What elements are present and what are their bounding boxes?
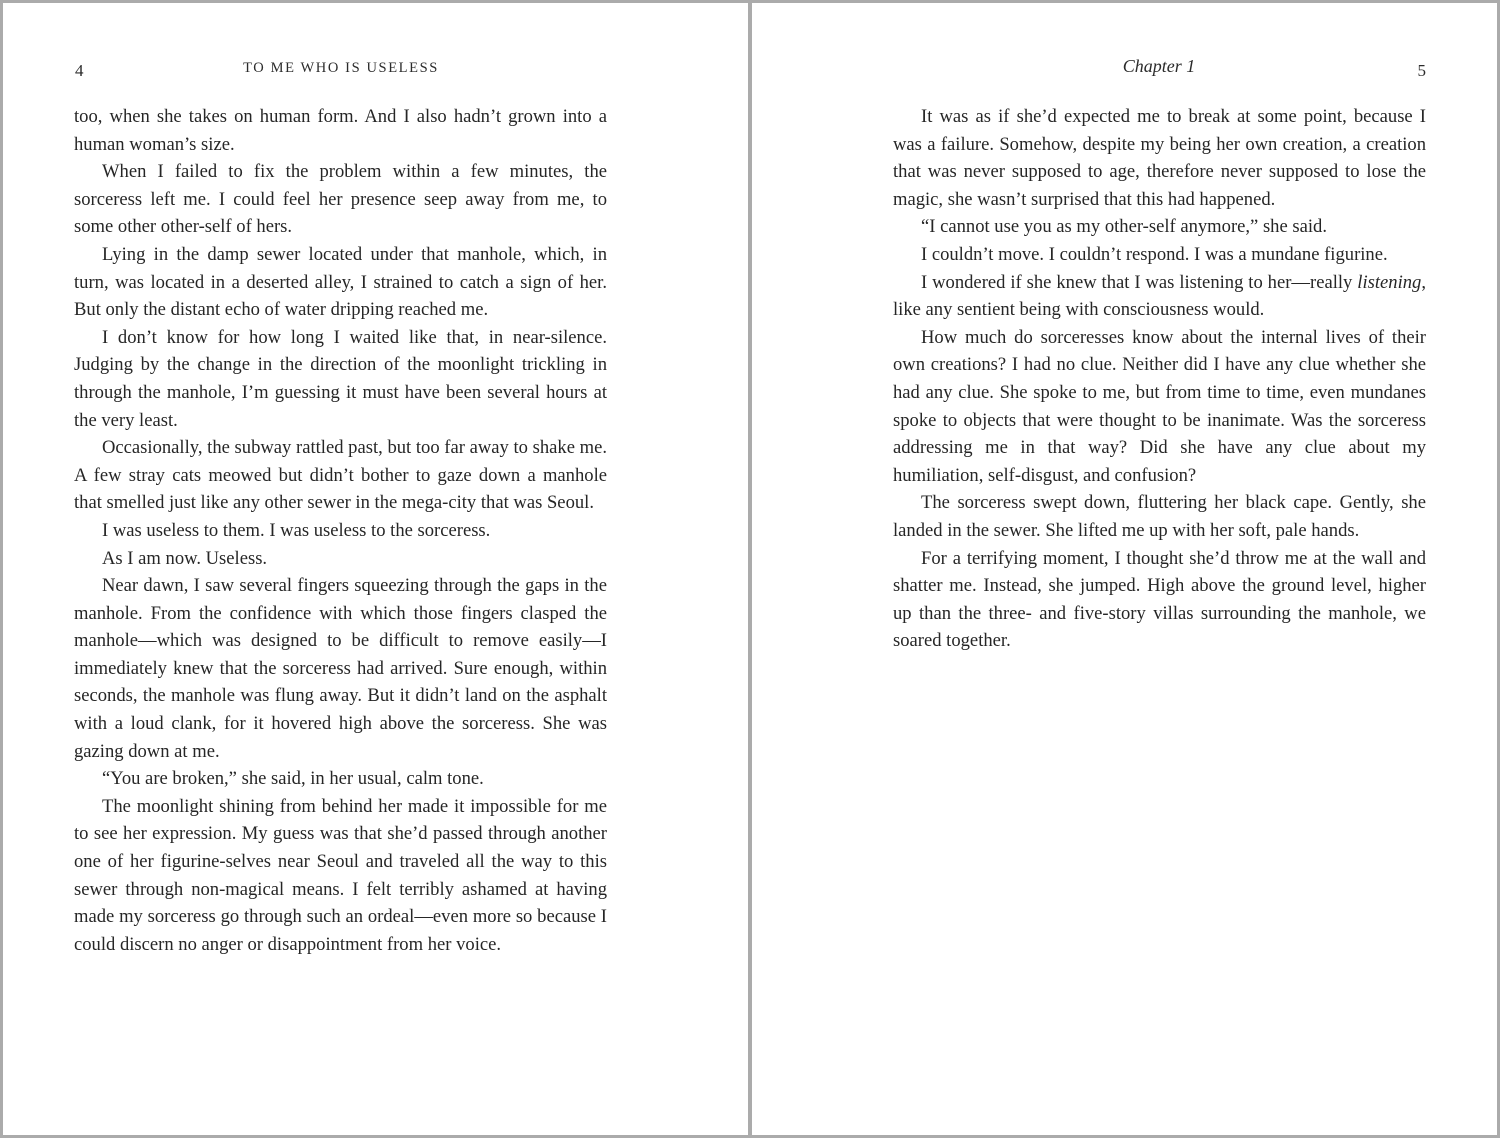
page-number: 4 [75,61,84,80]
page-body [74,103,607,958]
right-page [752,3,1497,1135]
paragraph: The moonlight shining from behind her made it impossible for me to see her expression. My guess was that she’d passed through another one of her figurine-selves near Seoul and traveled all the way to this sewer through non-magical means. I felt terribly ashamed at having made my sorceress go through such an ordeal—even more so because I could discern no anger or disappointment from her voice. [74,795,607,955]
paragraph: The sorceress swept down, fluttering her black cape. Gently, she landed in the sewer. She lifted me up with her soft, pale hands. [893,492,1426,541]
paragraph: How much do sorceresses know about the internal lives of their own creations? I had no clue. Neither did I have any clue whether she had any clue. She spoke to me, but from time to time, even mundanes spoke to objects that were thought to be inanimate. Was the sorceress addressing me in that way? Did she have any clue about my humiliation, self-disgust, and confusion? [893,326,1426,486]
paragraph: I was useless to them. I was useless to the sorceress. [102,519,491,541]
paragraph: “I cannot use you as my other-self anymore,” she said. [921,216,1327,238]
paragraph: I couldn’t move. I couldn’t respond. I was a mundane figurine. [921,243,1388,265]
paragraph-text: , like any sentient being with consciousness would. [893,271,1426,321]
page-body [893,103,1426,655]
paragraph-text: I wondered if she knew that I was listening to her—really [921,271,1353,293]
left-page [3,3,748,1135]
running-title: TO ME WHO IS USELESS [243,60,439,76]
running-title: Chapter 1 [1122,56,1196,76]
paragraph: I don’t know for how long I waited like that, in near-silence. Judging by the change in the direction of the moonlight trickling in through the manhole, I’m guessing it must have been several hours at the very least. [74,326,607,431]
emphasized-word: listening [1357,271,1422,293]
paragraph: Lying in the damp sewer located under that manhole, which, in turn, was located in a deserted alley, I strained to catch a sign of her. But only the distant echo of water dripping reached me. [74,243,607,321]
paragraph: It was as if she’d expected me to break at some point, because I was a failure. Somehow, despite my being her own creation, a creation that was never supposed to age, therefore never supposed to lose the magic, she wasn’t surprised that this had happened. [893,106,1426,210]
paragraph: When I failed to fix the problem within a few minutes, the sorceress left me. I could feel her presence seep away from me, to some other other-self of hers. [74,161,607,238]
paragraph: As I am now. Useless. [102,547,268,569]
paragraph: “You are broken,” she said, in her usual, calm tone. [102,768,484,790]
page-number: 5 [1417,61,1426,80]
paragraph: For a terrifying moment, I thought she’d throw me at the wall and shatter me. Instead, she jumped. High above the ground level, higher up than the three- and five-story villas surrounding the manhole, we soared together. [893,547,1426,652]
paragraph: Near dawn, I saw several fingers squeezing through the gaps in the manhole. From the confidence with which those fingers clasped the manhole—which was designed to be difficult to remove easily—I immediately knew that the sorceress had arrived. Sure enough, within seconds, the manhole was flung away. But it didn’t land on the asphalt with a loud clank, for it hovered high above the sorceress. She was gazing down at me. [74,575,607,762]
paragraph: too, when she takes on human form. And I also hadn’t grown into a human woman’s size. [74,106,607,155]
paragraph: Occasionally, the subway rattled past, but too far away to shake me. A few stray cats meowed but didn’t bother to gaze down a manhole that smelled just like any other sewer in the mega-city that was Seoul. [74,437,607,514]
paragraph [893,269,1426,324]
